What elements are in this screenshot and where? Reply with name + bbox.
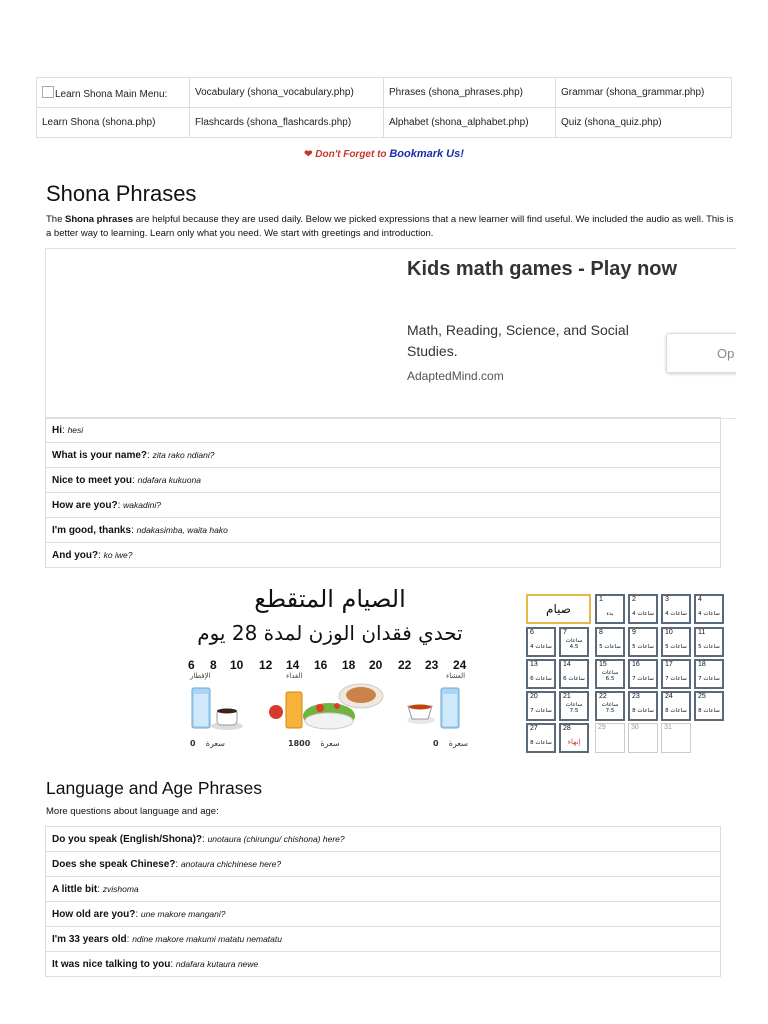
phrase-shona: hesi <box>67 424 84 435</box>
calendar-day: 30 <box>628 723 658 753</box>
hour-tick: 8 <box>210 658 217 672</box>
section-title-language-age: Language and Age Phrases <box>46 778 263 798</box>
calendar-day: 17 ساعات 7 <box>661 659 691 689</box>
calendar-day: 7 ساعات 4.5 <box>559 627 589 657</box>
bookmark-link[interactable]: Bookmark Us! <box>389 148 464 160</box>
table-row <box>46 952 721 977</box>
intro-text-end: are helpful because they are used daily. Below we picked expressions that a new learner will find useful. We included the audio as well. This is a better way to learning. Learn only what you need. We start with greetings and introduction. <box>46 214 734 239</box>
grilled-steak-icon <box>339 684 383 708</box>
phrase-english: Nice to meet you <box>52 474 133 486</box>
table-row <box>46 877 721 902</box>
intro-text-start: The <box>46 214 66 225</box>
calendar-day: 29 <box>595 723 625 753</box>
calendar-day: 18 ساعات 7 <box>694 659 724 689</box>
phrase-shona: wakadini? <box>123 499 161 510</box>
main-menu-label <box>37 78 190 108</box>
table-row <box>46 518 721 543</box>
phrase-cell: I'm 33 years old: ndine makore makumi matatu nematatu <box>46 927 721 952</box>
calorie-value: 0 <box>433 739 439 748</box>
meal-label: العشاء <box>446 672 466 680</box>
table-row <box>46 852 721 877</box>
main-menu-text: Learn Shona Main Menu: <box>55 88 168 100</box>
phrase-shona: ndine makore makumi matatu nematatu <box>132 933 282 944</box>
calendar-day: 20 ساعات 7 <box>526 691 556 721</box>
calendar-day: 9 ساعات 5 <box>628 627 658 657</box>
calendar-day: 15 ساعات 6.5 <box>595 659 625 689</box>
calendar-day: 28 إنهاء <box>559 723 589 753</box>
broken-image-icon <box>42 86 54 98</box>
intro-bold: Shona phrases <box>65 214 134 225</box>
calendar-day: 1 بدء <box>595 594 625 624</box>
calendar-day: 22 ساعات 7.5 <box>595 691 625 721</box>
phrase-english: Does she speak Chinese? <box>52 858 176 870</box>
phrase-shona: ndakasimba, waita hako <box>136 524 228 535</box>
water-glass-icon <box>192 688 210 728</box>
phrase-cell: How old are you?: une makore mangani? <box>46 902 721 927</box>
table-row <box>46 443 721 468</box>
calendar-day: 24 ساعات 8 <box>661 691 691 721</box>
hour-scale <box>180 658 480 674</box>
site-menu-table <box>36 77 732 138</box>
calendar-day: 6 ساعات 4 <box>526 627 556 657</box>
phrase-shona: unotaura (chirungu/ chishona) here? <box>207 833 345 844</box>
phrase-shona: anotaura chichinese here? <box>180 858 282 869</box>
coffee-cup-icon <box>211 709 243 731</box>
hour-tick: 22 <box>398 658 412 672</box>
bookmark-banner[interactable] <box>0 148 768 160</box>
phrase-cell: And you?: ko iwe? <box>46 543 721 568</box>
phrase-english: How old are you? <box>52 908 136 920</box>
fasting-infographic <box>180 585 480 755</box>
calorie-unit: سعرة <box>205 739 225 748</box>
phrase-shona: ndafara kutaura newe <box>175 958 259 969</box>
hour-tick: 24 <box>453 658 467 672</box>
tea-cup-icon <box>407 705 435 725</box>
calorie-value: 0 <box>190 739 196 748</box>
page-title: Shona Phrases <box>46 181 197 206</box>
intro-paragraph <box>46 213 736 241</box>
calendar-day: 11 ساعات 5 <box>694 627 724 657</box>
phrase-cell: I'm good, thanks: ndakasimba, waita hako <box>46 518 721 543</box>
infographic-title: الصيام المتقطع <box>254 585 406 613</box>
calendar-day: 27 ساعات 8 <box>526 723 556 753</box>
table-row <box>46 902 721 927</box>
nav-link-phrases[interactable]: Phrases (shona_phrases.php) <box>384 78 556 108</box>
ad-open-button[interactable]: Op <box>666 333 736 373</box>
nav-link-vocabulary[interactable]: Vocabulary (shona_vocabulary.php) <box>190 78 384 108</box>
calendar-day: 16 ساعات 7 <box>628 659 658 689</box>
table-row <box>46 927 721 952</box>
phrase-shona: une makore mangani? <box>140 908 226 919</box>
calorie-label <box>288 739 340 748</box>
calendar-day: 23 ساعات 8 <box>628 691 658 721</box>
phrase-english: How are you? <box>52 499 118 511</box>
phrase-shona: ko iwe? <box>103 549 133 560</box>
phrase-cell: A little bit: zvishoma <box>46 877 721 902</box>
hour-tick: 6 <box>188 658 195 672</box>
ad-description: Math, Reading, Science, and Social Studies. <box>407 322 629 359</box>
heart-icon: ❤ <box>304 149 313 160</box>
phrase-english: A little bit <box>52 883 98 895</box>
phrase-english: It was nice talking to you <box>52 958 171 970</box>
hour-tick: 20 <box>369 658 383 672</box>
apple-icon <box>269 705 283 719</box>
phrase-english: And you? <box>52 549 99 561</box>
calendar-day: 3 ساعات 4 <box>661 594 691 624</box>
ad-url[interactable]: AdaptedMind.com <box>407 369 504 383</box>
ad-title[interactable]: Kids math games - Play now <box>407 258 678 280</box>
nav-link-learn-shona[interactable]: Learn Shona (shona.php) <box>37 108 190 138</box>
calendar-day: 8 ساعات 5 <box>595 627 625 657</box>
phrase-english: Hi <box>52 424 62 436</box>
table-row <box>46 493 721 518</box>
calendar-day: 10 ساعات 5 <box>661 627 691 657</box>
calendar-day: 25 ساعات 8 <box>694 691 724 721</box>
table-row <box>46 468 721 493</box>
phrase-cell: Nice to meet you: ndafara kukuona <box>46 468 721 493</box>
calendar-day: 31 <box>661 723 691 753</box>
section-subtitle: More questions about language and age: <box>46 806 219 817</box>
phrase-english: Do you speak (English/Shona)? <box>52 833 203 845</box>
nav-link-alphabet[interactable]: Alphabet (shona_alphabet.php) <box>384 108 556 138</box>
calendar-day: 4 ساعات 4 <box>694 594 724 624</box>
advertisement[interactable] <box>45 248 736 419</box>
table-row <box>46 543 721 568</box>
hour-tick: 14 <box>286 658 300 672</box>
phrase-english: I'm good, thanks <box>52 524 132 536</box>
phrase-english: I'm 33 years old <box>52 933 127 945</box>
calendar-day: 2 ساعات 4 <box>628 594 658 624</box>
nav-link-quiz[interactable]: Quiz (shona_quiz.php) <box>556 108 732 138</box>
calorie-value: 1800 <box>288 739 311 748</box>
hour-tick: 12 <box>259 658 273 672</box>
nav-link-grammar[interactable]: Grammar (shona_grammar.php) <box>556 78 732 108</box>
phrase-cell: Do you speak (English/Shona)?: unotaura (chirungu/ chishona) here? <box>46 827 721 852</box>
calorie-unit: سعرة <box>320 739 340 748</box>
phrase-shona: zita rako ndiani? <box>152 449 215 460</box>
hour-tick: 16 <box>314 658 328 672</box>
meals-illustration <box>180 680 480 735</box>
phrase-cell: How are you?: wakadini? <box>46 493 721 518</box>
phrase-shona: zvishoma <box>102 883 139 894</box>
infographic-subtitle: تحدي فقدان الوزن لمدة 28 يوم <box>197 621 463 645</box>
calendar-day: 21 ساعات 7.5 <box>559 691 589 721</box>
table-row <box>46 827 721 852</box>
phrase-cell: Does she speak Chinese?: anotaura chichinese here? <box>46 852 721 877</box>
calorie-label <box>433 739 468 748</box>
greetings-table <box>45 417 721 568</box>
phrase-cell: It was nice talking to you: ndafara kutaura newe <box>46 952 721 977</box>
juice-glass-icon <box>286 692 302 728</box>
hour-tick: 18 <box>342 658 356 672</box>
table-row <box>46 418 721 443</box>
phrase-cell: Hi: hesi <box>46 418 721 443</box>
language-age-table <box>45 826 721 977</box>
meal-label: الغداء <box>286 672 303 680</box>
calorie-unit: سعرة <box>448 739 468 748</box>
phrase-cell: What is your name?: zita rako ndiani? <box>46 443 721 468</box>
calendar-day: 14 ساعات 6 <box>559 659 589 689</box>
nav-link-flashcards[interactable]: Flashcards (shona_flashcards.php) <box>190 108 384 138</box>
phrase-shona: ndafara kukuona <box>137 474 201 485</box>
salad-bowl-icon <box>303 703 355 729</box>
hour-tick: 10 <box>230 658 244 672</box>
phrase-english: What is your name? <box>52 449 148 461</box>
calorie-label <box>190 739 225 748</box>
calendar-header: صيام <box>526 594 591 624</box>
hour-tick: 23 <box>425 658 439 672</box>
bookmark-prefix: Don't Forget to <box>315 149 387 160</box>
meal-label: الإفطار <box>190 672 211 680</box>
water-glass-icon <box>441 688 459 728</box>
calendar-day: 13 ساعات 6 <box>526 659 556 689</box>
